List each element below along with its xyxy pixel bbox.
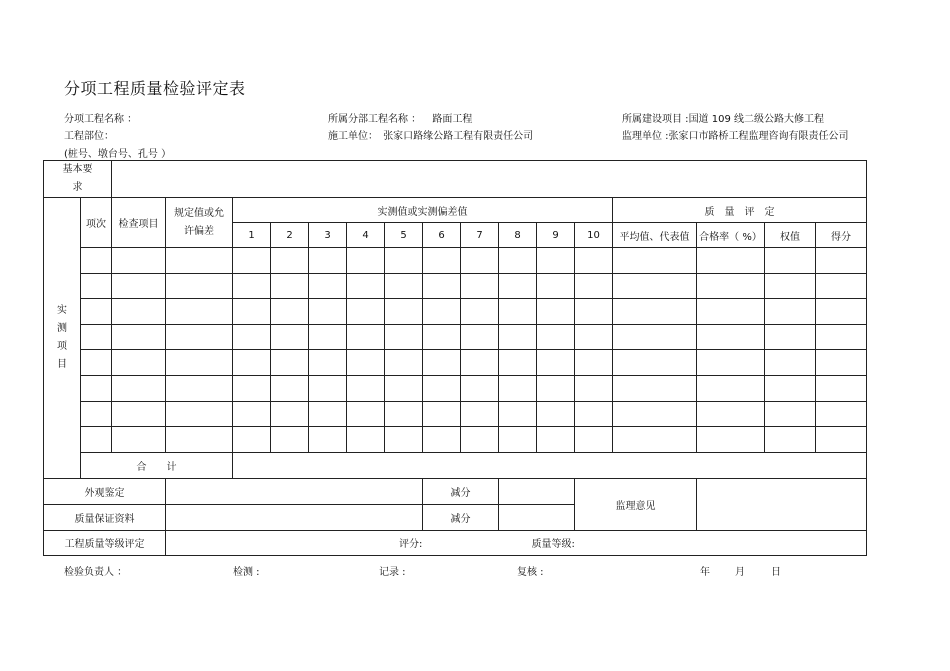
appearance-label: 外观鉴定: [44, 478, 166, 504]
measure-col-9: 9: [537, 223, 575, 248]
test-label: 检测 :: [233, 567, 260, 578]
score-label: 评分:: [399, 539, 423, 551]
col-item-header: 检查项目: [112, 198, 166, 248]
measure-col-7: 7: [461, 223, 499, 248]
measure-col-4: 4: [347, 223, 385, 248]
table-row: [44, 401, 867, 427]
table-header-row: [44, 198, 867, 223]
table-row: [44, 248, 867, 274]
total-row: [44, 452, 867, 478]
table-row: [44, 299, 867, 325]
construction-project-label: 所属建设项目 :: [622, 114, 689, 125]
col-measured-header: 实测值或实测偏差值: [233, 198, 613, 223]
measure-col-1: 1: [233, 223, 271, 248]
supervisor-label: 监理单位 :: [622, 131, 669, 142]
qa-docs-label: 质量保证资料: [44, 504, 166, 530]
grade-label: 质量等级:: [531, 539, 575, 551]
basic-requirements-label: 基本要求: [44, 161, 112, 198]
col-rate-header: 合格率（ %）: [697, 223, 765, 248]
location-label: 工程部位：: [64, 131, 114, 142]
col-weight-header: 权值: [765, 223, 816, 248]
construction-project-field: [622, 110, 824, 125]
table-row: [44, 427, 867, 453]
station-note: (桩号、墩台号、孔号 ）: [64, 149, 172, 160]
table-row: [44, 350, 867, 376]
col-spec-header: 规定值或允许偏差: [166, 198, 233, 248]
table-row: [44, 375, 867, 401]
inspector-label: 检验负责人 ：: [64, 567, 128, 578]
measure-col-6: 6: [423, 223, 461, 248]
deduct-label-2: 减分: [423, 504, 499, 530]
construction-project-value: 国道 109 线二级公路大修工程: [688, 114, 825, 125]
evaluation-table: [43, 160, 867, 556]
measure-col-5: 5: [385, 223, 423, 248]
deduct-value-1[interactable]: [499, 478, 575, 504]
qa-docs-value-cell[interactable]: [166, 504, 423, 530]
appearance-value-cell[interactable]: [166, 478, 423, 504]
basic-requirements-row: [44, 161, 867, 198]
contractor-label: 施工单位：: [328, 131, 378, 142]
supervisor-field: [622, 127, 849, 142]
measure-col-3: 3: [309, 223, 347, 248]
contractor-value: 张家口路缘公路工程有限责任公司: [383, 131, 534, 142]
review-label: 复核 :: [517, 567, 544, 578]
parent-project-label: 所属分部工程名称 ：: [328, 114, 422, 125]
deduct-label-1: 减分: [423, 478, 499, 504]
parent-project-value: 路面工程: [432, 114, 473, 125]
year-label: 年: [700, 567, 710, 578]
grade-eval-label: 工程质量等级评定: [44, 530, 166, 555]
measured-items-label: 实测项目: [44, 198, 81, 479]
total-value-cell[interactable]: [233, 452, 867, 478]
month-label: 月: [735, 567, 745, 578]
basic-requirements-cell[interactable]: [112, 161, 867, 198]
deduct-value-2[interactable]: [499, 504, 575, 530]
grade-eval-cell[interactable]: [166, 530, 867, 555]
col-avg-header: 平均值、代表值: [613, 223, 697, 248]
parent-project-field: [328, 110, 472, 125]
appearance-row: [44, 478, 867, 504]
col-score-header: 得分: [816, 223, 867, 248]
measure-col-2: 2: [271, 223, 309, 248]
table-row: [44, 273, 867, 299]
contractor-field: [328, 127, 533, 142]
day-label: 日: [771, 567, 781, 578]
col-no-header: 项次: [81, 198, 112, 248]
supervisor-value: 张家口市路桥工程监理咨询有限责任公司: [668, 131, 849, 142]
grade-row: [44, 530, 867, 555]
record-label: 记录 :: [379, 567, 406, 578]
measure-col-8: 8: [499, 223, 537, 248]
item-name-label: 分项工程名称 ：: [64, 114, 138, 125]
supervisor-opinion-label: 监理意见: [575, 478, 697, 530]
measure-col-10: 10: [575, 223, 613, 248]
col-quality-header: 质 量 评 定: [613, 198, 867, 223]
table-row: [44, 324, 867, 350]
supervisor-opinion-cell[interactable]: [697, 478, 867, 530]
page-title: 分项工程质量检验评定表: [64, 79, 246, 98]
total-label: 合 计: [81, 452, 233, 478]
